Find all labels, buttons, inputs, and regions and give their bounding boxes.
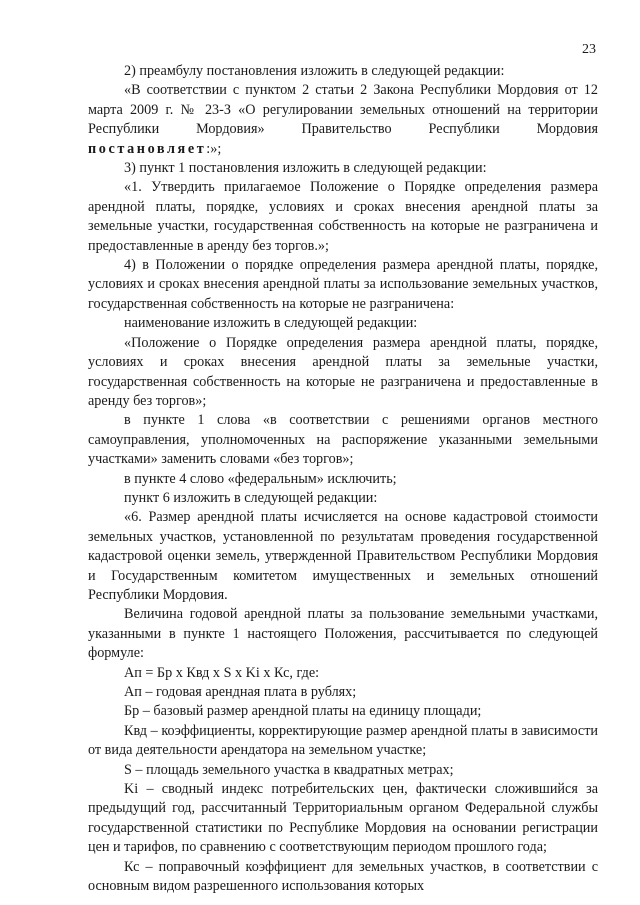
formula-term: Ki – сводный индекс потребительских цен, фактически сложившийся за предыдущий год, рассчитанный Территориальным органом Федеральной службы государственной статистики по Республике Мордовия на основании регистрации цен и тарифов, по сравнению с соответствующим периодом прошлого года; (88, 781, 598, 856)
paragraph: «1. Утвердить прилагаемое Положение о Порядке определения размера арендной платы, порядке, условиях и сроках внесения арендной платы за земельные участки, государственная собственность на которые не разграничена и предоставленные в аренду без торгов.»; (88, 179, 598, 254)
formula-term: S – площадь земельного участка в квадратных метрах; (124, 761, 454, 778)
paragraph-preamble (88, 81, 598, 159)
formula-term: Ап – годовая арендная плата в рублях; (124, 684, 357, 700)
spaced-word: постановляет (88, 140, 207, 157)
paragraph: пункт 6 изложить в следующей редакции: (124, 489, 378, 506)
document-body (88, 62, 598, 896)
paragraph: «Положение о Порядке определения размера арендной платы, порядке, условиях и сроках внесения арендной платы за земельные участки, государственная собственность на которые не разграничена и предоставленные в аренду без торгов»; (88, 334, 598, 409)
paragraph: 4) в Положении о порядке определения размера арендной платы, порядке, условиях и сроках внесения арендной платы за использование земельных участков, государственная собственность на которые не разграничена: (88, 257, 598, 312)
page-number: 23 (582, 42, 596, 57)
paragraph: 3) пункт 1 постановления изложить в следующей редакции: (124, 160, 487, 177)
formula-term: Кс – поправочный коэффициент для земельных участков, в соответствии с основным видом разрешенного использования которых (88, 858, 598, 895)
paragraph: «6. Размер арендной платы исчисляется на основе кадастровой стоимости земельных участков, установленной по результатам проведения государственной кадастровой оценки земель, утвержденной Правительством Республики Мордовия и Государственным комитетом имущественных и земельных отношений Республики Мордовия. (88, 509, 598, 603)
formula-term: Квд – коэффициенты, корректирующие размер арендной платы в зависимости от вида деятельности арендатора на земельном участке; (88, 722, 598, 759)
paragraph: в пункте 4 слово «федеральным» исключить; (124, 470, 397, 487)
paragraph: наименование изложить в следующей редакции: (124, 315, 418, 332)
preamble-text: «В соответствии с пунктом 2 статьи 2 Закона Республики Мордовия от 12 марта 2009 г. № 23-З «О регулировании земельных отношений на территории Республики Мордовия» Правительство Республики Мордовия (88, 82, 598, 138)
formula-term: Бр – базовый размер арендной платы на единицу площади; (124, 703, 482, 720)
formula: Ап = Бр х Квд х S х Ki х Кс, где: (124, 664, 320, 681)
paragraph: 2) преамбулу постановления изложить в следующей редакции: (124, 63, 505, 79)
paragraph: в пункте 1 слова «в соответствии с решениями органов местного самоуправления, уполномоченных на распоряжение указанными земельными участками» заменить словами «без торгов»; (88, 412, 598, 468)
paragraph: Величина годовой арендной платы за пользование земельными участками, указанными в пункте 1 настоящего Положения, рассчитывается по следующей формуле: (88, 606, 598, 662)
spaced-word-tail: :»; (206, 140, 222, 157)
